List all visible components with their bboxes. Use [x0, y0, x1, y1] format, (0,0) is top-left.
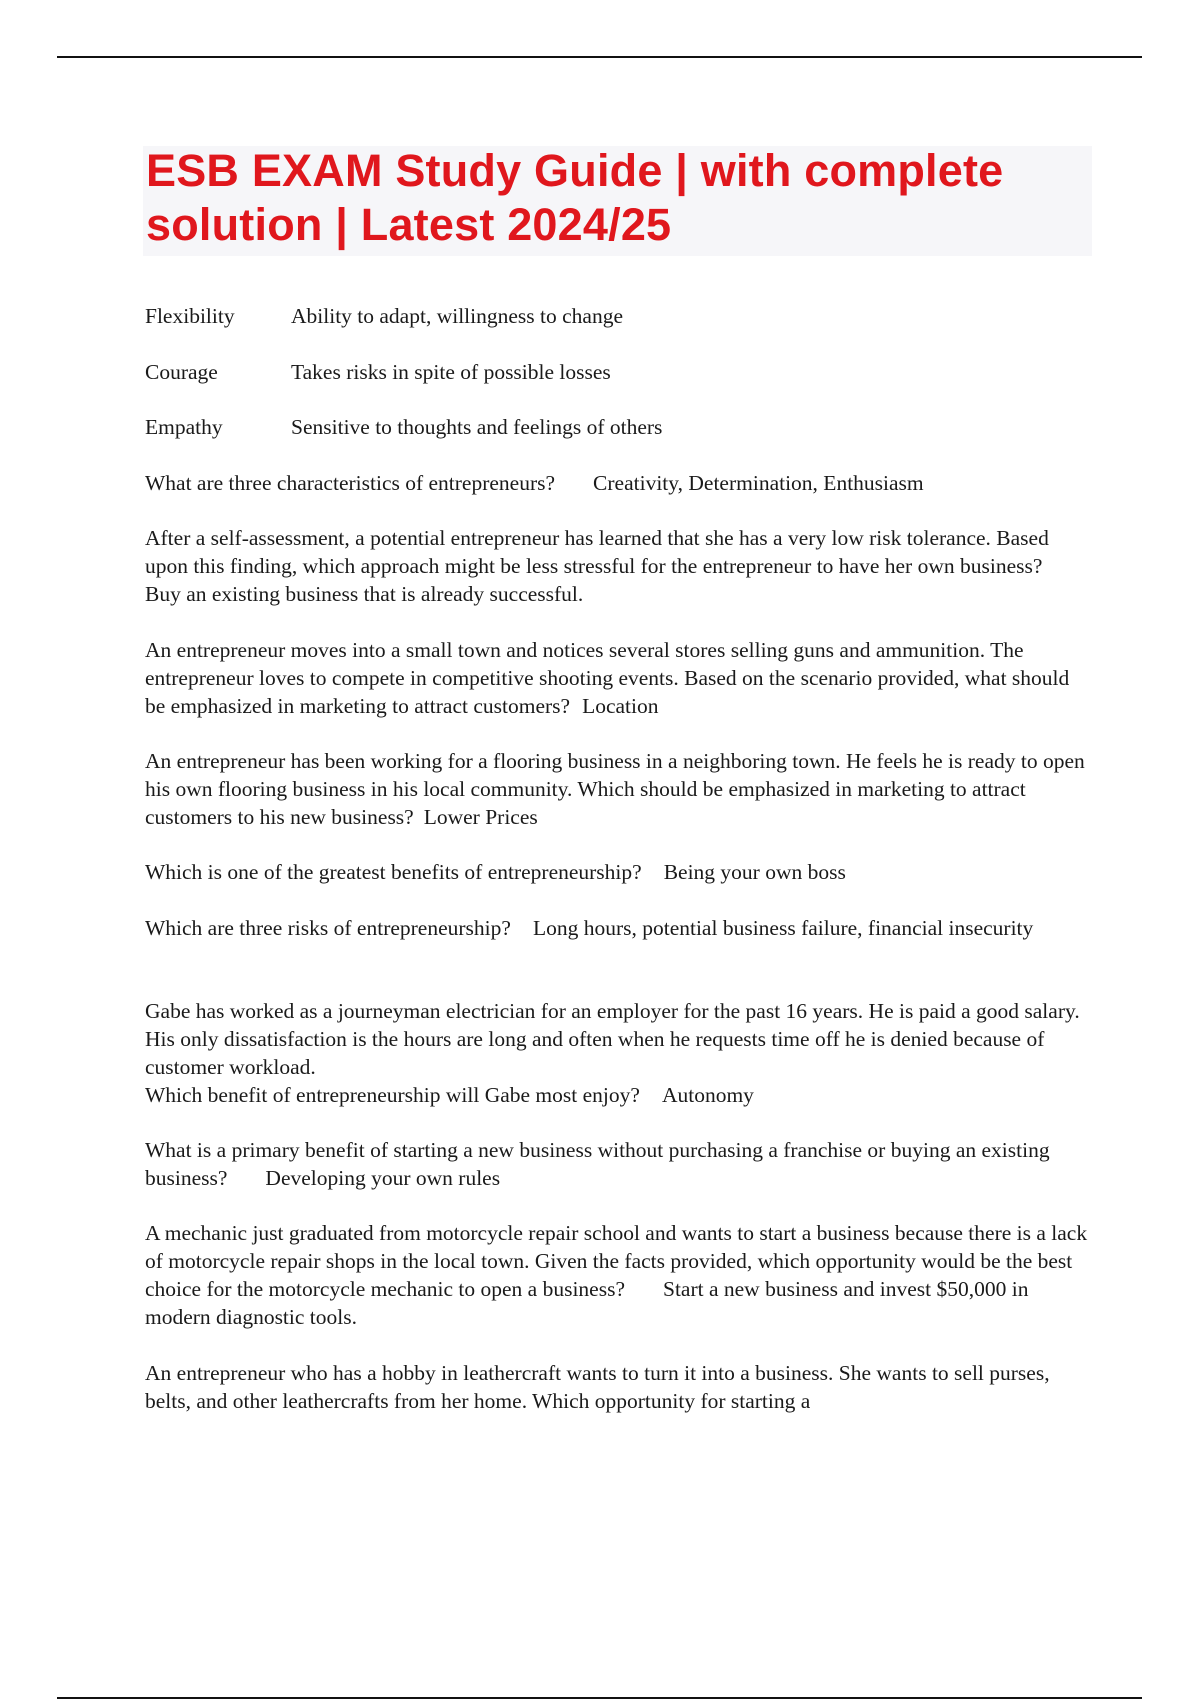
question: What are three characteristics of entrepreneurs?	[145, 471, 556, 495]
question: A mechanic just graduated from motorcycle repair school and wants to start a business because there is a lack of motorcycle repair shops in the local town. Given the facts provided, which opportunity would be the best choice for the motorcycle mechanic to open a business?	[145, 1221, 1093, 1301]
qa-item	[145, 747, 1090, 831]
answer: Takes risks in spite of possible losses	[291, 360, 611, 384]
answer: Location	[582, 694, 659, 718]
answer: Lower Prices	[423, 805, 538, 829]
qa-item	[145, 524, 1090, 608]
document-title: ESB EXAM Study Guide | with complete solution | Latest 2024/25	[146, 145, 1004, 250]
qa-item	[145, 1359, 1090, 1415]
answer: Long hours, potential business failure, financial insecurity	[532, 916, 1034, 940]
answer: Sensitive to thoughts and feelings of others	[291, 415, 663, 439]
question: Courage	[145, 360, 218, 384]
qa-item	[145, 413, 1090, 441]
answer: Creativity, Determination, Enthusiasm	[593, 471, 924, 495]
question: An entrepreneur has been working for a flooring business in a neighboring town. He feels he is ready to open his own flooring business in his local community. Which should be emphasized in marketing to attract customers to his new business?	[145, 749, 1091, 829]
question: An entrepreneur moves into a small town and notices several stores selling guns and ammunition. The entrepreneur loves to compete in competitive shooting events. Based on the scenario provided, what should be emphasized in marketing to attract customers?	[145, 638, 1075, 718]
qa-item	[145, 302, 1090, 330]
answer: Being your own boss	[663, 860, 846, 884]
question: What is a primary benefit of starting a new business without purchasing a franchise or buying an existing business?	[145, 1138, 1055, 1190]
bottom-divider	[57, 1697, 1142, 1699]
qa-item	[145, 914, 1090, 942]
question: Which are three risks of entrepreneurship?	[145, 916, 511, 940]
top-divider	[57, 56, 1142, 58]
qa-item	[145, 469, 1090, 497]
qa-item	[145, 1136, 1090, 1192]
question: Empathy	[145, 415, 223, 439]
question: After a self-assessment, a potential entrepreneur has learned that she has a very low risk tolerance. Based upon this finding, which approach might be less stressful for the entrepreneur to have her own business?	[145, 526, 1055, 578]
qa-item	[145, 636, 1090, 720]
qa-item	[145, 858, 1090, 886]
question: An entrepreneur who has a hobby in leathercraft wants to turn it into a business. She wants to sell purses, belts, and other leathercrafts from her home. Which opportunity for starting a	[145, 1361, 1055, 1413]
question: Which is one of the greatest benefits of entrepreneurship?	[145, 860, 642, 884]
answer: Developing your own rules	[265, 1166, 501, 1190]
question: Gabe has worked as a journeyman electrician for an employer for the past 16 years. He is paid a good salary. His only dissatisfaction is the hours are long and often when he requests time off he is denied because of customer workload. Which benefit of entrepreneurship will Gabe most enjoy?	[145, 999, 1080, 1107]
qa-item	[145, 1219, 1093, 1331]
answer: Ability to adapt, willingness to change	[291, 304, 624, 328]
answer: Buy an existing business that is already successful.	[145, 582, 584, 606]
qa-item	[145, 358, 1090, 386]
answer: Autonomy	[661, 1083, 754, 1107]
question: Flexibility	[145, 304, 235, 328]
answer: Start a new business and invest $50,000 in modern diagnostic tools.	[145, 1277, 1034, 1329]
qa-item	[145, 997, 1090, 1109]
